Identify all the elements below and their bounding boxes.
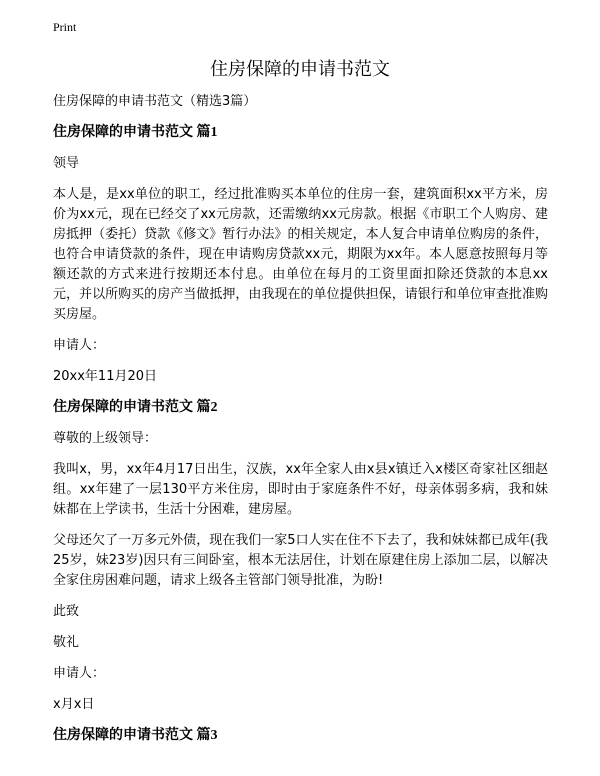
closing-line: 此致 [53, 604, 80, 619]
salutation: 领导 [53, 156, 80, 171]
section-heading-1: 住房保障的申请书范文 篇1 [53, 125, 218, 140]
body-paragraph: 本人是，是xx单位的职工，经过批准购买本单位的住房一套，建筑面积xx平方米，房价为xx元，现在已经交了xx元房款，还需缴纳xx元房款。根据《市职工个人购房、建房抵押（委托）贷款《修文》暂行办法》的相关规定，本人复合申请单位购房的条件，也符合申请贷款的条件，现在申请购房贷款xx元，期限为xx年。本人愿意按照每月等额还款的方式来进行按期还本付息。由单位在每月的工资里面扣除还贷款的本息xx元，并以所购买的房产当做抵押，由我现在的单位提供担保，请银行和单位审查批准购买房屋。 [53, 187, 548, 322]
closing-line: 敬礼 [53, 635, 80, 650]
page-title: 住房保障的申请书范文 [210, 59, 390, 80]
date-line: x月x日 [53, 697, 95, 712]
print-link[interactable]: Print [53, 20, 77, 34]
body-paragraph: 父母还欠了一万多元外债，现在我们一家5口人实在住不下去了，我和妹妹都已成年(我25岁，妹23岁)因只有三间卧室，根本无法居住，计划在原建住房上添加二层，以解决全家住房困难问题，请求上级各主管部门领导批准，为盼! [53, 533, 548, 588]
document-body [53, 92, 548, 757]
applicant-label: 申请人： [53, 666, 106, 681]
section-heading-3: 住房保障的申请书范文 篇3 [53, 728, 218, 743]
applicant-label: 申请人： [53, 338, 106, 353]
body-paragraph: 我叫x，男，xx年4月17日出生，汉族，xx年全家人由x县x镇迁入x楼区奇家社区细赵组。xx年建了一层130平方米住房，即时由于家庭条件不好，母亲体弱多病，我和妹妹都在上学读书，生活十分困难，建房屋。 [53, 462, 548, 517]
section-heading-2: 住房保障的申请书范文 篇2 [53, 400, 218, 415]
date-line: 20xx年11月20日 [53, 369, 158, 384]
document-subtitle: 住房保障的申请书范文（精选3篇） [53, 94, 257, 109]
salutation: 尊敬的上级领导： [53, 431, 158, 446]
